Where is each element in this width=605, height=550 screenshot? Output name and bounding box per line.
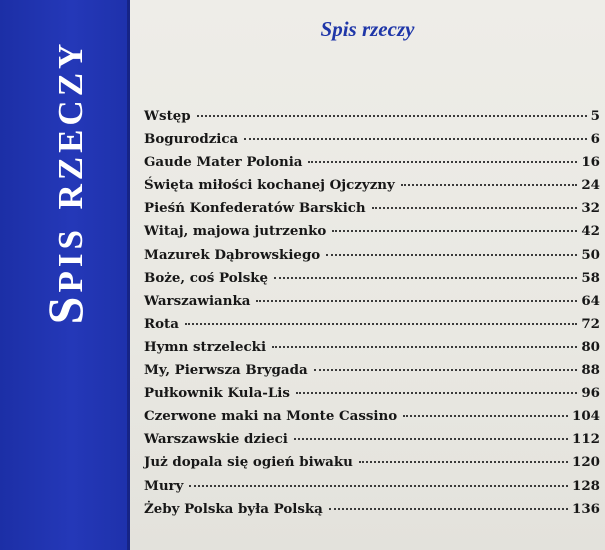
toc-entry-title: Gaude Mater Polonia — [144, 154, 303, 171]
dot-leader — [372, 207, 578, 209]
toc-page — [130, 0, 605, 550]
toc-entry-page-number: 120 — [572, 454, 600, 471]
side-band — [0, 0, 130, 550]
toc-entry — [144, 247, 600, 270]
toc-entry — [144, 478, 600, 501]
dot-leader — [272, 346, 577, 348]
toc-entry-title: Boże, coś Polskę — [144, 269, 269, 286]
toc-entry — [144, 316, 600, 339]
toc-entry-title: Czerwone maki na Monte Cassino — [144, 408, 398, 425]
toc-entry — [144, 431, 600, 454]
toc-entry — [144, 131, 600, 154]
toc-entry-page-number: 50 — [581, 246, 600, 263]
toc-entry — [144, 454, 600, 477]
table-of-contents — [144, 108, 600, 524]
toc-entry — [144, 408, 600, 431]
dot-leader — [329, 508, 568, 510]
toc-entry-page-number: 80 — [581, 338, 600, 355]
toc-entry — [144, 501, 600, 524]
toc-entry — [144, 385, 600, 408]
toc-entry-page-number: 72 — [581, 315, 600, 332]
toc-entry-page-number: 6 — [590, 131, 600, 148]
dot-leader — [326, 254, 577, 256]
toc-entry — [144, 293, 600, 316]
dot-leader — [403, 415, 568, 417]
toc-entry — [144, 339, 600, 362]
toc-entry-title: Mury — [144, 477, 184, 494]
toc-entry-page-number: 136 — [572, 500, 600, 517]
toc-entry — [144, 108, 600, 131]
toc-entry — [144, 154, 600, 177]
dot-leader — [401, 184, 578, 186]
toc-entry-page-number: 16 — [581, 154, 600, 171]
toc-entry-title: Wstęp — [144, 108, 191, 124]
toc-entry-page-number: 32 — [581, 200, 600, 217]
toc-entry-title: Witaj, majowa jutrzenko — [144, 223, 327, 240]
toc-entry-title: My, Pierwsza Brygada — [144, 362, 308, 379]
toc-entry-title: Już dopala się ogień biwaku — [144, 454, 353, 471]
dot-leader — [189, 485, 568, 487]
toc-entry-page-number: 128 — [572, 477, 600, 494]
dot-leader — [359, 461, 568, 463]
toc-entry-title: Bogurodzica — [144, 131, 239, 148]
toc-entry-title: Pułkownik Kula-Lis — [144, 385, 290, 402]
toc-entry-title: Święta miłości kochanej Ojczyzny — [144, 177, 395, 194]
toc-entry-title: Warszawskie dzieci — [144, 431, 288, 448]
side-title: Spis rzeczy — [37, 39, 93, 325]
toc-entry-page-number: 104 — [572, 408, 600, 425]
page-title: Spis rzeczy — [320, 17, 415, 41]
dot-leader — [294, 438, 568, 440]
toc-entry — [144, 362, 600, 385]
toc-entry-title: Warszawianka — [144, 292, 251, 309]
toc-entry-page-number: 58 — [581, 269, 600, 286]
toc-entry-title: Żeby Polska była Polską — [144, 500, 323, 517]
toc-entry-page-number: 96 — [581, 385, 600, 402]
toc-entry-page-number: 88 — [581, 362, 600, 379]
toc-entry-title: Pieśń Konfederatów Barskich — [144, 200, 366, 217]
dot-leader — [185, 323, 577, 325]
toc-entry-page-number: 112 — [572, 431, 600, 448]
dot-leader — [244, 138, 586, 140]
dot-leader — [296, 392, 577, 394]
toc-entry — [144, 270, 600, 293]
toc-entry — [144, 200, 600, 223]
dot-leader — [314, 369, 578, 371]
toc-entry-page-number: 42 — [581, 223, 600, 240]
dot-leader — [308, 161, 577, 163]
toc-entry-page-number: 5 — [590, 108, 600, 124]
toc-entry — [144, 177, 600, 200]
toc-entry-page-number: 24 — [581, 177, 600, 194]
dot-leader — [332, 230, 577, 232]
toc-entry-title: Hymn strzelecki — [144, 338, 267, 355]
dot-leader — [197, 115, 587, 117]
toc-entry-title: Mazurek Dąbrowskiego — [144, 246, 321, 263]
toc-entry — [144, 223, 600, 246]
dot-leader — [274, 277, 577, 279]
toc-entry-title: Rota — [144, 315, 179, 332]
dot-leader — [256, 300, 577, 302]
toc-entry-page-number: 64 — [581, 292, 600, 309]
